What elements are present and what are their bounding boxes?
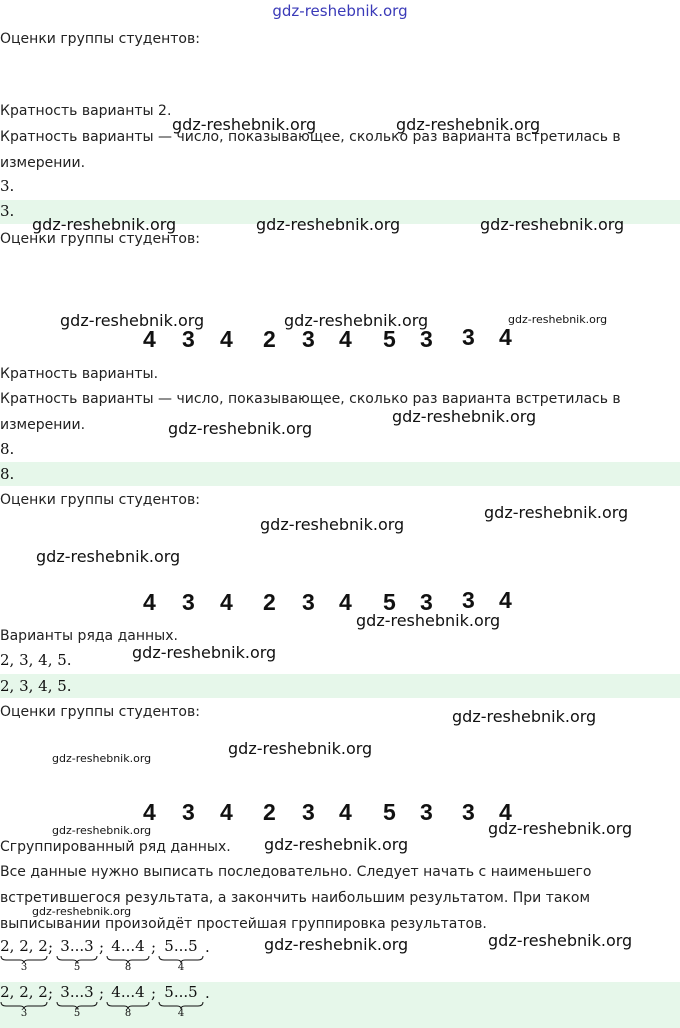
grade: 3 bbox=[302, 326, 315, 352]
watermark: gdz-reshebnik.org bbox=[168, 419, 313, 438]
watermark: gdz-reshebnik.org bbox=[356, 611, 501, 630]
grade: 3 bbox=[182, 799, 195, 825]
separator: ; bbox=[99, 984, 105, 1002]
grade: 4 bbox=[143, 799, 156, 825]
watermark: gdz-reshebnik.org bbox=[480, 215, 625, 234]
grouped-term: 3...3 5 bbox=[56, 984, 98, 1019]
block2-answer-box bbox=[0, 462, 680, 486]
block4-answer bbox=[0, 984, 680, 1028]
block2-question: Кратность варианты. bbox=[0, 366, 159, 382]
watermark: gdz-reshebnik.org bbox=[132, 643, 277, 662]
watermark: gdz-reshebnik.org bbox=[396, 115, 541, 134]
watermark: gdz-reshebnik.org bbox=[264, 835, 409, 854]
watermark: gdz-reshebnik.org bbox=[32, 905, 132, 918]
block4-question: Сгруппированный ряд данных. bbox=[0, 839, 231, 855]
block4-text-line3: выписывании произойдёт простейшая группировка результатов. bbox=[0, 916, 487, 932]
grade: 4 bbox=[143, 326, 156, 352]
watermark: gdz-reshebnik.org bbox=[488, 931, 633, 950]
block2-definition-line1: Кратность варианты — число, показывающее, сколько раз варианта встретилась в bbox=[0, 391, 621, 407]
grade: 4 bbox=[499, 324, 512, 350]
grouped-term: 3...3 5 bbox=[56, 938, 98, 973]
watermark: gdz-reshebnik.org bbox=[60, 311, 205, 330]
watermark: gdz-reshebnik.org bbox=[484, 503, 629, 522]
grade: 3 bbox=[420, 326, 433, 352]
separator: ; bbox=[48, 938, 54, 956]
grade: 3 bbox=[302, 799, 315, 825]
grade: 2 bbox=[263, 589, 276, 615]
watermark: gdz-reshebnik.org bbox=[36, 547, 181, 566]
grade: 4 bbox=[143, 589, 156, 615]
grouped-term: 4...4 8 bbox=[106, 938, 150, 973]
grade: 2 bbox=[263, 326, 276, 352]
grade: 3 bbox=[182, 326, 195, 352]
block4-text-line2: встретившегося результата, а закончить наибольшим результатом. При таком bbox=[0, 890, 591, 906]
grade: 5 bbox=[383, 589, 396, 615]
separator: ; bbox=[151, 938, 157, 956]
watermark: gdz-reshebnik.org bbox=[488, 819, 633, 838]
block3-answer: 2, 3, 4, 5. bbox=[0, 677, 72, 695]
grade: 4 bbox=[499, 587, 512, 613]
separator: . bbox=[205, 984, 210, 1002]
separator: ; bbox=[151, 984, 157, 1002]
block1-title: Оценки группы студентов: bbox=[0, 31, 200, 47]
block3-result: 2, 3, 4, 5. bbox=[0, 651, 72, 669]
grade: 3 bbox=[182, 589, 195, 615]
grouped-term: 4...4 8 bbox=[106, 984, 150, 1019]
watermark: gdz-reshebnik.org bbox=[52, 752, 152, 765]
grade: 2 bbox=[263, 799, 276, 825]
watermark: gdz-reshebnik.org bbox=[32, 215, 177, 234]
grade: 4 bbox=[339, 589, 352, 615]
block1-definition-line2: измерении. bbox=[0, 155, 86, 171]
block2-result: 8. bbox=[0, 440, 15, 458]
grade: 4 bbox=[220, 589, 233, 615]
block4-text-line1: Все данные нужно выписать последовательно. Следует начать с наименьшего bbox=[0, 864, 592, 880]
grouped-term: 2, 2, 2 3 bbox=[0, 937, 48, 973]
watermark: gdz-reshebnik.org bbox=[228, 739, 373, 758]
watermark: gdz-reshebnik.org bbox=[508, 313, 608, 326]
grade: 3 bbox=[462, 324, 475, 350]
watermark: gdz-reshebnik.org bbox=[52, 824, 152, 837]
block2-definition-line2: измерении. bbox=[0, 417, 86, 433]
grouped-term: 5...5 4 bbox=[158, 984, 204, 1019]
watermark: gdz-reshebnik.org bbox=[452, 707, 597, 726]
block3-title: Оценки группы студентов: bbox=[0, 492, 200, 508]
site-link[interactable]: gdz-reshebnik.org bbox=[272, 2, 408, 20]
separator: ; bbox=[48, 984, 54, 1002]
watermark: gdz-reshebnik.org bbox=[260, 515, 405, 534]
grouped-term: 5...5 4 bbox=[158, 938, 204, 973]
grade: 4 bbox=[339, 326, 352, 352]
watermark: gdz-reshebnik.org bbox=[264, 935, 409, 954]
block4-title: Оценки группы студентов: bbox=[0, 704, 200, 720]
grade: 3 bbox=[420, 799, 433, 825]
grade: 4 bbox=[339, 799, 352, 825]
watermark: gdz-reshebnik.org bbox=[392, 407, 537, 426]
watermark: gdz-reshebnik.org bbox=[284, 311, 429, 330]
grade: 3 bbox=[462, 799, 475, 825]
separator: ; bbox=[99, 938, 105, 956]
block3-question: Варианты ряда данных. bbox=[0, 628, 178, 644]
watermark: gdz-reshebnik.org bbox=[172, 115, 317, 134]
block1-definition-line1: Кратность варианты — число, показывающее, сколько раз варианта встретилась в bbox=[0, 129, 621, 145]
grouped-term: 2, 2, 2 3 bbox=[0, 983, 48, 1019]
grade: 5 bbox=[383, 799, 396, 825]
block2-title: Оценки группы студентов: bbox=[0, 231, 200, 247]
block3-answer-box bbox=[0, 674, 680, 698]
block1-result: 3. bbox=[0, 177, 15, 195]
separator: . bbox=[205, 938, 210, 956]
grade: 4 bbox=[499, 799, 512, 825]
grade: 5 bbox=[383, 326, 396, 352]
grade: 3 bbox=[462, 587, 475, 613]
watermark: gdz-reshebnik.org bbox=[256, 215, 401, 234]
block1-question: Кратность варианты 2. bbox=[0, 103, 172, 119]
grade: 3 bbox=[420, 589, 433, 615]
grade: 4 bbox=[220, 326, 233, 352]
block1-answer: 3. bbox=[0, 202, 15, 220]
block2-answer: 8. bbox=[0, 465, 15, 483]
grade: 3 bbox=[302, 589, 315, 615]
grade: 4 bbox=[220, 799, 233, 825]
